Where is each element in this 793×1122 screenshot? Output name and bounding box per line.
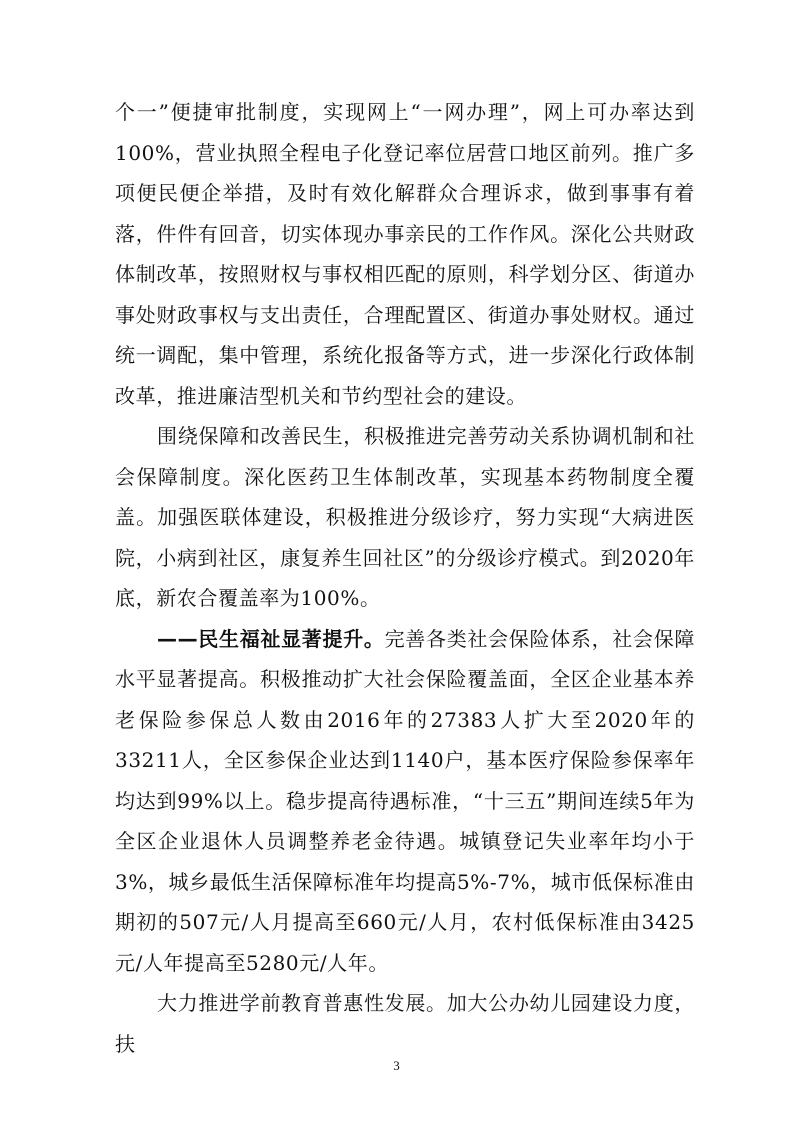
page-number: 3: [393, 1058, 400, 1073]
body-text: [115, 92, 695, 1064]
paragraph-2-text: 围绕保障和改善民生，积极推进完善劳动关系协调机制和社会保障制度。深化医药卫生体制改革，实现基本药物制度全覆盖。加强医联体建设，积极推进分级诊疗，努力实现“大病进医院，小病到社区，康复养生回社区”的分级诊疗模式。到2020年底，新农合覆盖率为100%。: [115, 424, 695, 610]
paragraph-3: [115, 619, 695, 984]
paragraph-1: [115, 92, 695, 416]
paragraph-1-text: 个一”便捷审批制度，实现网上“一网办理”，网上可办率达到100%，营业执照全程电子化登记率位居营口地区前列。推广多项便民便企举措，及时有效化解群众合理诉求，做到事事有着落，件件有回音，切实体现办事亲民的工作作风。深化公共财政体制改革，按照财权与事权相匹配的原则，科学划分区、街道办事处财政事权与支出责任，合理配置区、街道办事处财权。通过统一调配，集中管理，系统化报备等方式，进一步深化行政体制改革，推进廉洁型机关和节约型社会的建设。: [115, 100, 695, 408]
paragraph-2: [115, 416, 695, 619]
paragraph-3-lead: ——民生福祉显著提升。: [157, 626, 385, 651]
paragraph-3-text: 完善各类社会保险体系，社会保障水平显著提高。积极推动扩大社会保险覆盖面，全区企业基本养老保险参保总人数由2016年的27383人扩大至2020年的33211人，全区参保企业达到1140户，基本医疗保险参保率年均达到99%以上。稳步提高待遇标准，“十三五”期间连续5年为全区企业退休人员调整养老金待遇。城镇登记失业率年均小于3%，城乡最低生活保障标准年均提高5%-7%，城市低保标准由期初的507元/人月提高至660元/人月，农村低保标准由3425元/人年提高至5280元/人年。: [115, 626, 696, 975]
paragraph-4: [115, 983, 695, 1064]
paragraph-4-text: 大力推进学前教育普惠性发展。加大公办幼儿园建设力度，扶: [115, 991, 695, 1056]
